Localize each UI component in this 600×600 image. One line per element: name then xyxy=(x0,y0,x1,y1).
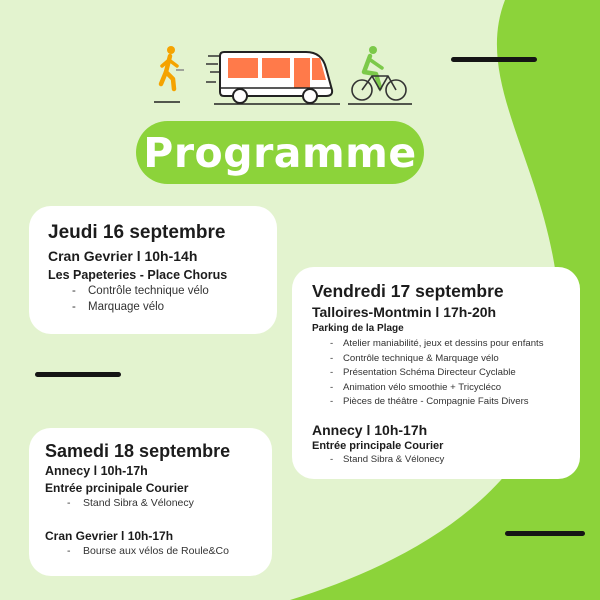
decorative-line xyxy=(505,531,585,536)
card-vendredi xyxy=(292,267,580,479)
title-pill xyxy=(136,121,424,184)
list-item: - Contrôle technique vélo xyxy=(72,285,209,297)
card-day: Vendredi 17 septembre xyxy=(312,281,504,301)
decorative-line xyxy=(451,57,537,62)
list-item: - Contrôle technique & Marquage vélo xyxy=(330,352,499,364)
card-day: Jeudi 16 septembre xyxy=(48,222,226,243)
header-icons xyxy=(150,44,420,106)
list-item: - Pièces de théâtre - Compagnie Faits Divers xyxy=(330,396,529,407)
list-item: - Stand Sibra & Vélonecy xyxy=(330,453,445,465)
card-subplace: Parking de la Plage xyxy=(312,323,404,334)
card-subplace: Les Papeteries - Place Chorus xyxy=(48,268,228,282)
list-item: - Présentation Schéma Directeur Cyclable xyxy=(330,367,516,378)
list-item: - Stand Sibra & Vélonecy xyxy=(67,497,194,509)
card-place-2: Cran Gevrier l 10h-17h xyxy=(45,528,174,543)
page-title: Programme xyxy=(143,128,417,177)
list-item: - Animation vélo smoothie + Tricycléco xyxy=(330,381,502,393)
activity-list xyxy=(48,284,277,315)
card-day: Samedi 18 septembre xyxy=(45,441,231,461)
list-item: - Atelier maniabilité, jeux et dessins pour enfants xyxy=(330,338,544,349)
card-place: Cran Gevrier l 10h-14h xyxy=(48,248,198,264)
activity-list-2 xyxy=(45,544,272,560)
cyclist-icon xyxy=(348,46,412,104)
card-place-2: Annecy l 10h-17h xyxy=(312,421,428,438)
decorative-line xyxy=(35,372,121,377)
activity-list xyxy=(312,337,580,410)
card-place: Annecy l 10h-17h xyxy=(45,464,148,478)
pedestrian-icon xyxy=(154,46,184,102)
activity-list xyxy=(45,496,272,512)
activity-list-2 xyxy=(312,453,580,468)
bus-icon xyxy=(206,52,340,104)
card-samedi xyxy=(29,428,272,576)
card-subplace-2: Entrée principale Courier xyxy=(312,439,444,452)
list-item: - Bourse aux vélos de Roule&Co xyxy=(67,544,229,557)
card-jeudi xyxy=(29,206,277,334)
list-item: - Marquage vélo xyxy=(72,300,165,313)
card-place: Talloires-Montmin l 17h-20h xyxy=(312,304,497,320)
card-subplace: Entrée prcinipale Courier xyxy=(45,481,189,495)
